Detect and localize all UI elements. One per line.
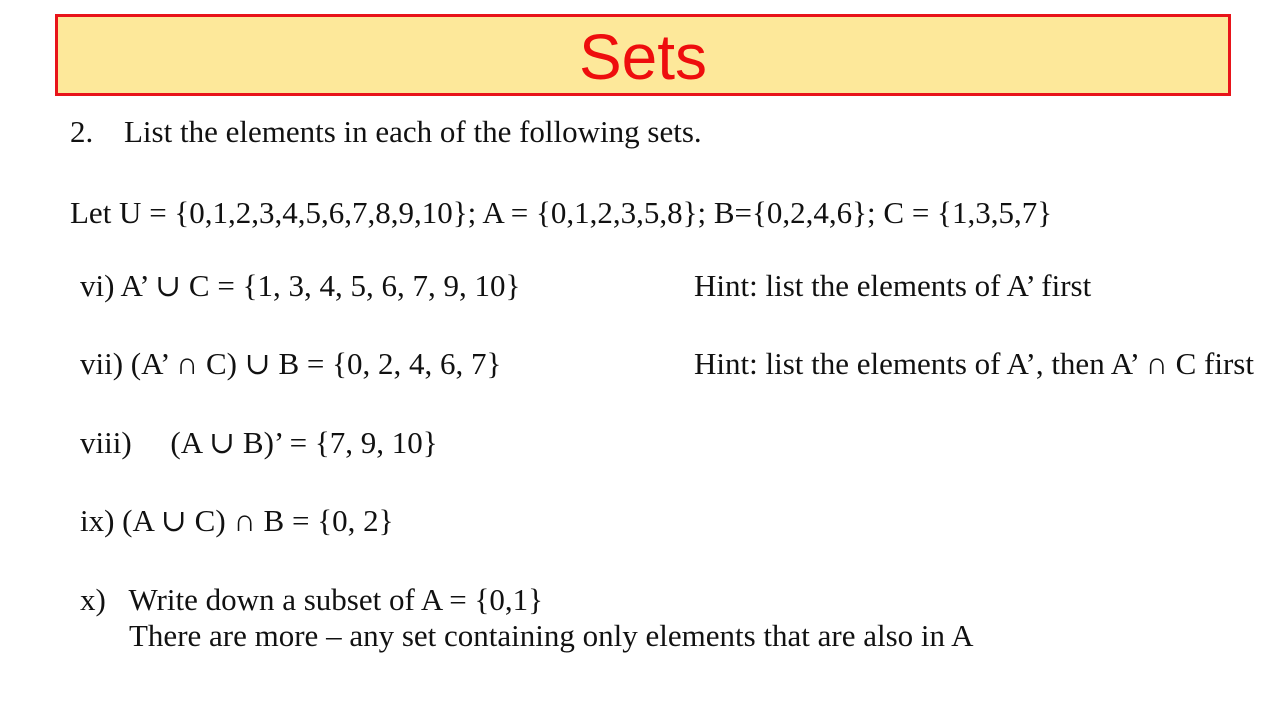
question-instruction: List the elements in each of the following sets. [124, 114, 702, 149]
item-ix-expression: ix) (A ∪ C) ∩ B = {0, 2} [80, 503, 394, 538]
item-vi-hint: Hint: list the elements of A’ first [694, 268, 1092, 303]
item-vii [80, 346, 1254, 381]
item-x-note: There are more – any set containing only elements that are also in A [129, 618, 974, 653]
question-heading [70, 116, 702, 147]
question-number: 2. [70, 114, 94, 149]
item-x [80, 584, 543, 615]
item-vi [80, 268, 1092, 303]
item-vii-expression: vii) (A’ ∩ C) ∪ B = {0, 2, 4, 6, 7} [80, 346, 502, 381]
item-viii [80, 427, 438, 458]
sets-definition: Let U = {0,1,2,3,4,5,6,7,8,9,10}; A = {0,1,2,3,5,8}; B={0,2,4,6}; C = {1,3,5,7} [70, 195, 1053, 230]
item-vii-hint: Hint: list the elements of A’, then A’ ∩ C first [694, 346, 1254, 381]
item-x-expression: x) Write down a subset of A = {0,1} [80, 582, 544, 617]
item-vi-expression: vi) A’ ∪ C = {1, 3, 4, 5, 6, 7, 9, 10} [80, 268, 521, 303]
title-banner [55, 14, 1231, 96]
page-title: Sets [578, 21, 708, 93]
item-viii-expression: viii) (A ∪ B)’ = {7, 9, 10} [80, 425, 438, 460]
item-ix [80, 505, 393, 536]
